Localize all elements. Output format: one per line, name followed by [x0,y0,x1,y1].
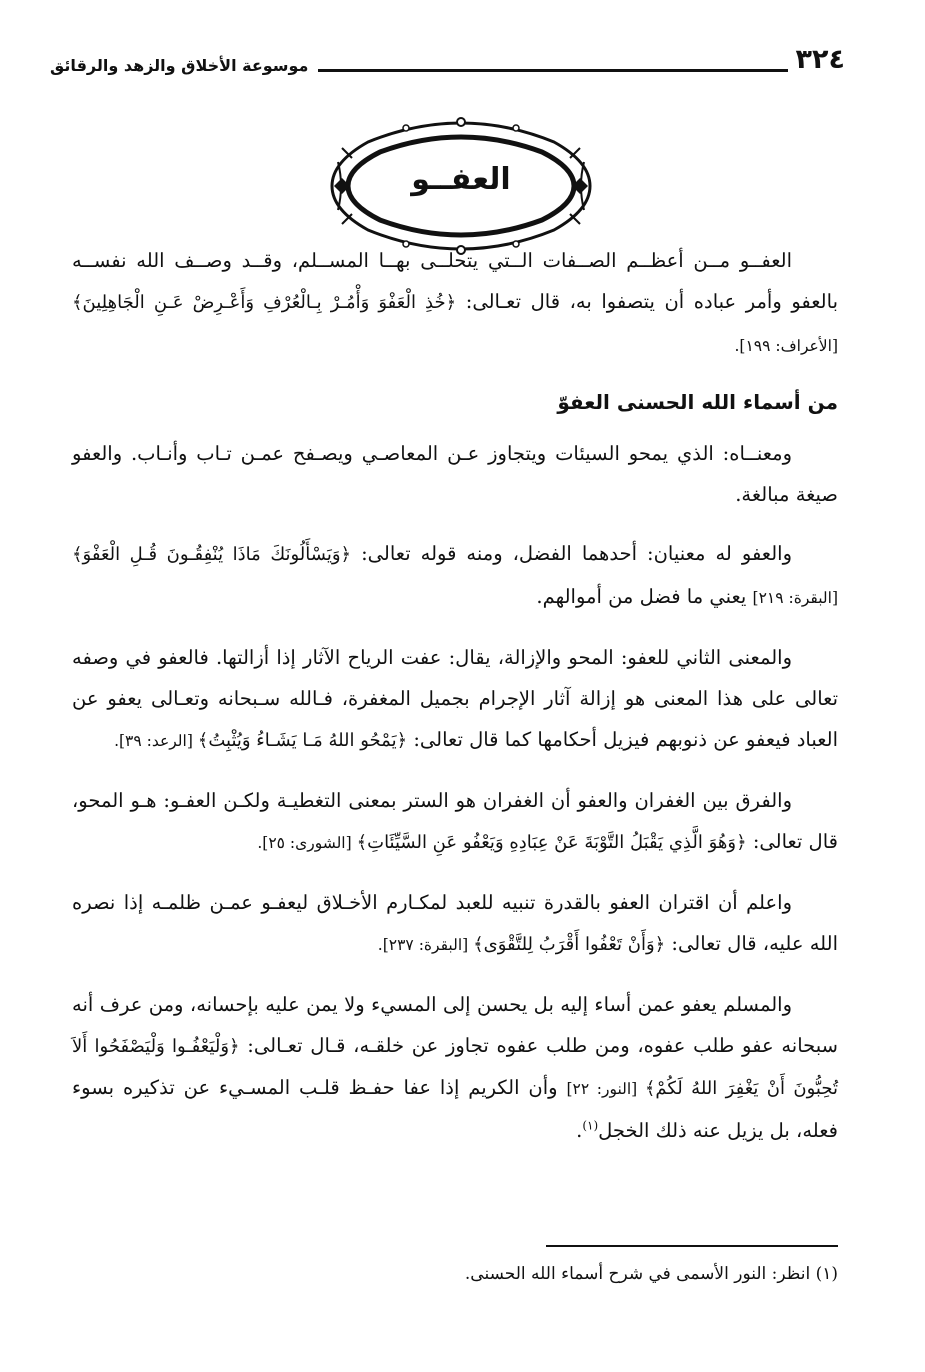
chapter-title: العفــو [411,162,511,197]
paragraph-text: والفرق بين الغفران والعفو أن الغفران هو الستر بمعنى التغطيـة ولكـن العفـو: هـو المحو، قال تعالى: [72,789,838,853]
paragraph-second-meaning [72,637,838,762]
book-title: موسوعة الأخلاق والزهد والرقائق [50,56,309,75]
quran-verse: ﴿يَمْحُو اللهُ مَـا يَشَـاءُ وَيُثْبِتُ﴾ [197,730,408,751]
paragraph-text: والعفو له معنيان: أحدهما الفضل، ومنه قوله تعالى: [351,542,792,565]
quran-verse: ﴿وَيَسْأَلُونَكَ مَاذَا يُنْفِقُـونَ قُـلِ الْعَفْوَ﴾ [72,544,352,565]
verse-reference: [الشورى: ٢٥]. [257,834,357,852]
paragraph-text: . [576,1119,583,1142]
paragraph-muslim [72,984,838,1151]
paragraph-text: العفــو مــن أعظــم الصــفات الــتي يتحلــى بهــا المســلم، وقــد وصــف الله نفســه بالعفو وأمر عباده أن يتصفوا به، قال تعـالى: [72,249,838,313]
header-rule [318,69,787,72]
verse-reference: [الرعد: ٣٩]. [114,732,198,750]
footnote-marker[interactable]: (١) [582,1118,599,1133]
paragraph-two-meanings [72,533,838,619]
page-number: ٣٢٤ [795,44,845,75]
quran-verse: ﴿وَهُوَ الَّذِي يَقْبَلُ التَّوْبَةَ عَنْ عِبَادِهِ وَيَعْفُو عَنِ السَّيِّئَاتِ﴾ [356,832,747,853]
paragraph-meaning: ومعنــاه: الذي يمحو السيئات ويتجاوز عـن المعاصـي ويصـفح عمـن تـاب وأنـاب. والعفو صيغة مبالغة. [72,442,838,506]
verse-reference: [البقرة: ٢٣٧]. [377,936,474,954]
quran-verse: ﴿وَأَنْ تَعْفُوا أَقْرَبُ لِلتَّقْوَى﴾ [473,934,666,955]
paragraph-text: واعلم أن اقتران العفو بالقدرة تنبيه للعبد لمكـارم الأخـلاق ليعفـو عمـن ظلمـه إذا نصره الله عليه، قال تعالى: [72,891,838,955]
page-header [50,30,845,80]
footnote: (١) انظر: النور الأسمى في شرح أسماء الله الحسنى. [464,1264,838,1284]
section-heading: من أسماء الله الحسنى العفوّ [557,390,838,414]
paragraph-text: والمعنى الثاني للعفو: المحو والإزالة، يقال: عفت الرياح الآثار إذا أزالتها. فالعفو في وصفه تعالى على هذا المعنى هو إزالة آثار الإجرام بجميل المغفرة، فـالله سـبحانه وتعـالى يعفو عن العباد فيعفو عن ذنوبهم فيزيل أحكامها كما قال تعالى: [72,646,838,751]
paragraph-text: يعني ما فضل من أموالهم. [536,585,753,608]
quran-verse: ﴿خُذِ الْعَفْوَ وَأْمُـرْ بِـالْعُرْفِ وَأَعْـرِضْ عَـنِ الْجَاهِلِينَ﴾ [72,292,457,313]
paragraph-intro [72,240,838,367]
quran-verse: ﴿وَلْيَعْفُـوا وَلْيَصْفَحُوا أَلاَ تُحِبُّونَ أَنْ يَغْفِرَ اللهُ لَكُمْ﴾ [72,1036,838,1099]
paragraph-difference [72,780,838,864]
paragraph-power [72,882,838,966]
verse-reference: [البقرة: ٢١٩] [752,589,838,607]
chapter-title-frame [328,112,594,260]
article-body [72,240,838,1169]
verse-reference: [النور: ٢٢] [566,1080,645,1098]
verse-reference: [الأعراف: ١٩٩]. [734,337,838,355]
paragraph-text: والمسلم يعفو عمن أساء إليه بل يحسن إلى المسيء ولا يمن عليه بإحسانه، ومن عرف أنه سبحانه عفو طلب عفوه، ومن طلب عفوه تجاوز عن خلقـه، قـال تعـالى: [72,993,838,1057]
footnote-rule [546,1245,838,1247]
paragraph-text: وأن الكريم إذا عفا حفـظ قلـب المسـيء عن تذكيره بسوء فعله، بل يزيل عنه ذلك الخجل [72,1076,838,1142]
